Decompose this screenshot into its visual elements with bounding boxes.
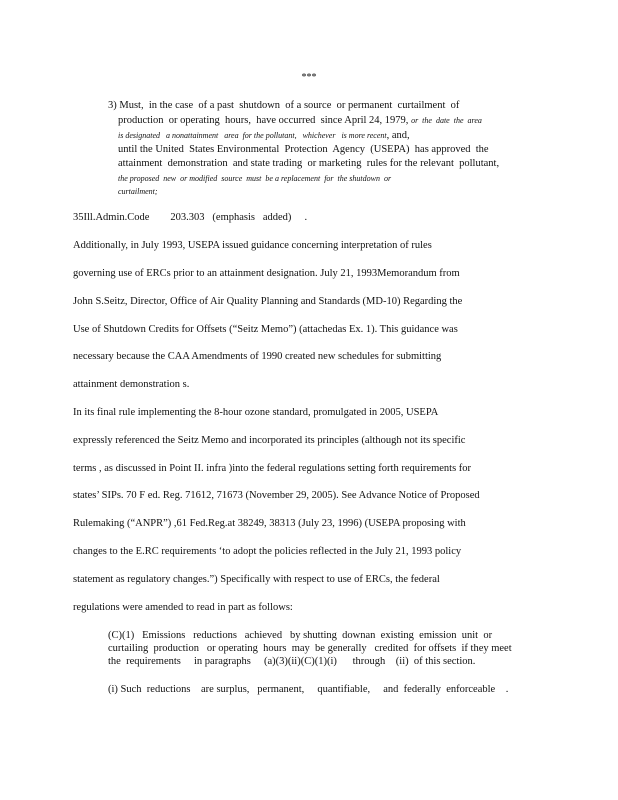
quote-line: (i) Such reductions are surplus, permanent, quantifiable, and federally enforceable . bbox=[108, 684, 509, 695]
paragraph-line: Rulemaking (“ANPR”) ,61 Fed.Reg.at 38249, 38313 (July 23, 1996) (USEPA proposing with bbox=[73, 518, 466, 529]
paragraph-line: changes to the E.RC requirements ‘to adopt the policies reflected in the July 21, 1993 policy bbox=[73, 546, 462, 557]
quote-line: is designated a nonattainment area for the pollutant, whichever is more recent, and, bbox=[118, 130, 410, 141]
paragraph-line: regulations were amended to read in part as follows: bbox=[73, 602, 293, 613]
paragraph-line: expressly referenced the Seitz Memo and incorporated its principles (although not its specific bbox=[73, 435, 466, 446]
paragraph-line: attainment demonstration s. bbox=[73, 379, 190, 390]
quote-line: curtailment; bbox=[118, 187, 158, 196]
quote-line: 3) Must, in the case of a past shutdown of a source or permanent curtailment of bbox=[108, 100, 460, 111]
paragraph-line: states’ SIPs. 70 F ed. Reg. 71612, 71673 (November 29, 2005). See Advance Notice of Proposed bbox=[73, 490, 480, 501]
quote-line: until the United States Environmental Protection Agency (USEPA) has approved the bbox=[118, 144, 489, 155]
paragraph-line: John S.Seitz, Director, Office of Air Quality Planning and Standards (MD-10) Regarding the bbox=[73, 296, 463, 307]
quote-line: the requirements in paragraphs (a)(3)(ii)(C)(1)(i) through (ii) of this section. bbox=[108, 656, 476, 667]
quote-line: the proposed new or modified source must be a replacement for the shutdown or bbox=[118, 174, 392, 183]
quote-line: curtailing production or operating hours may be generally credited for offsets if they meet bbox=[108, 643, 512, 654]
quote-line: attainment demonstration and state trading or marketing rules for the relevant pollutant, bbox=[118, 158, 500, 169]
paragraph-line: governing use of ERCs prior to an attainment designation. July 21, 1993Memorandum from bbox=[73, 268, 460, 279]
quote-line: production or operating hours, have occurred since April 24, 1979, or the date the area bbox=[118, 115, 482, 126]
paragraph-line: Additionally, in July 1993, USEPA issued guidance concerning interpretation of rules bbox=[73, 240, 432, 251]
section-separator: *** bbox=[301, 72, 317, 83]
paragraph-line: necessary because the CAA Amendments of 1990 created new schedules for submitting bbox=[73, 351, 442, 362]
paragraph-line: terms , as discussed in Point II. infra )into the federal regulations setting forth requirements for bbox=[73, 463, 472, 474]
paragraph-line: Use of Shutdown Credits for Offsets (“Seitz Memo”) (attachedas Ex. 1). This guidance was bbox=[73, 324, 458, 335]
citation: 35Ill.Admin.Code 203.303 (emphasis added) . bbox=[73, 212, 308, 223]
paragraph-line: In its final rule implementing the 8-hour ozone standard, promulgated in 2005, USEPA bbox=[73, 407, 439, 418]
paragraph-line: statement as regulatory changes.”) Specifically with respect to use of ERCs, the federal bbox=[73, 574, 440, 585]
quote-line: (C)(1) Emissions reductions achieved by shutting downan existing emission unit or bbox=[108, 630, 493, 641]
italic-inline-text: or the date the area bbox=[411, 116, 482, 125]
